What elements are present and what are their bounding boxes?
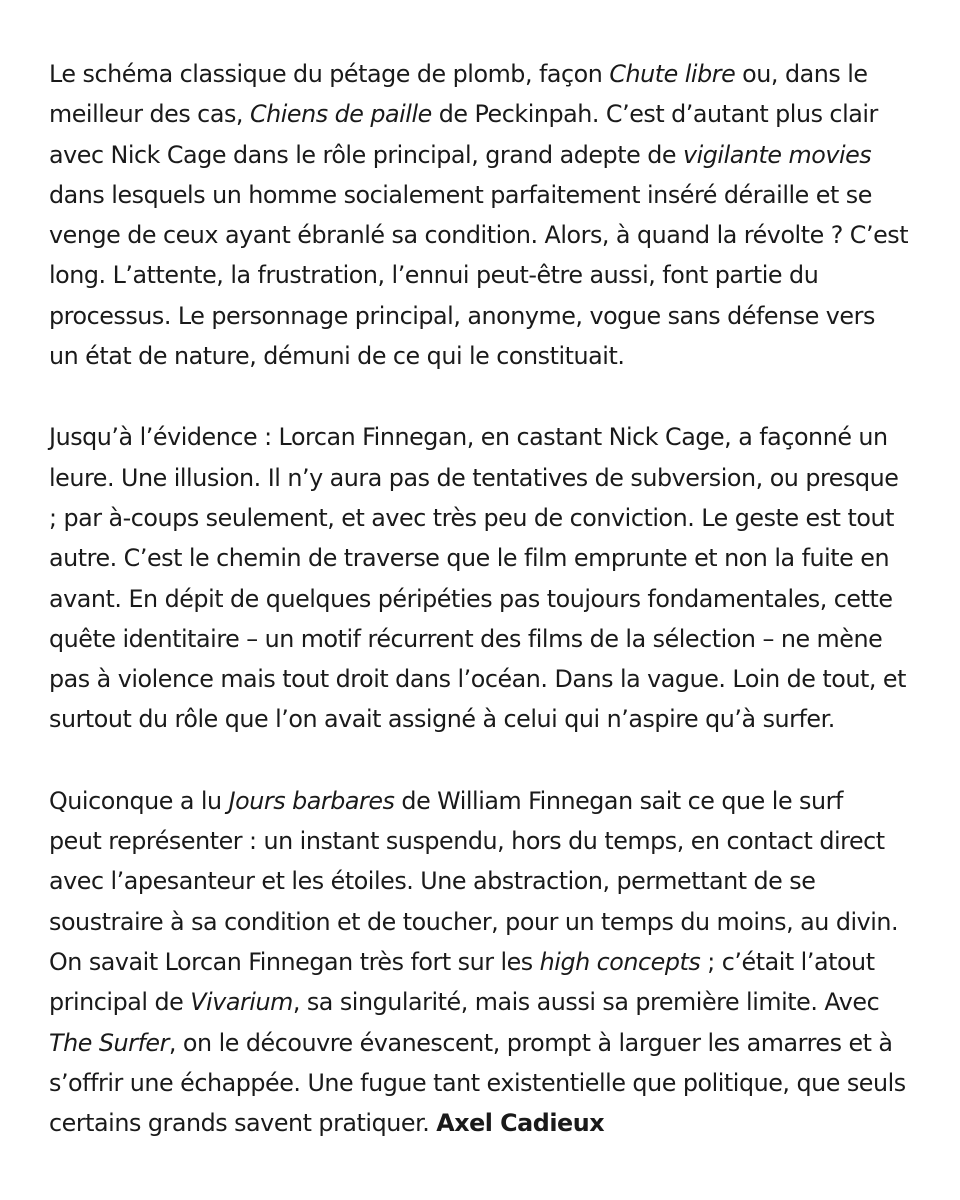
italic-title-text: Chute libre <box>609 60 736 88</box>
text-line <box>49 1103 921 1143</box>
text-run: autre. C’est le chemin de traverse que le film emprunte et non la fuite en <box>49 544 890 573</box>
text-line <box>49 982 921 1022</box>
text-run: de Peckinpah. C’est d’autant plus clair <box>431 100 878 129</box>
text-line <box>49 135 921 175</box>
text-run: Quiconque a lu <box>49 786 229 815</box>
text-run: long. L’attente, la frustration, l’ennui peut-être aussi, font partie du <box>49 261 819 290</box>
text-run: de William Finnegan sait ce que le surf <box>394 786 843 815</box>
text-line <box>49 821 921 861</box>
text-run: pas à violence mais tout droit dans l’océan. Dans la vague. Loin de tout, et <box>49 665 906 694</box>
text-run: avec Nick Cage dans le rôle principal, grand adepte de <box>49 140 683 169</box>
text-line <box>49 498 921 538</box>
text-run: certains grands savent pratiquer. <box>49 1109 437 1138</box>
text-run: ; par à-coups seulement, et avec très peu de conviction. Le geste est tout <box>49 503 894 532</box>
text-run: peut représenter : un instant suspendu, hors du temps, en contact direct <box>49 827 885 856</box>
text-line <box>49 54 921 94</box>
italic-title-text: Chiens de paille <box>249 100 432 129</box>
text-run: meilleur des cas, <box>49 100 250 129</box>
text-run: processus. Le personnage principal, anonyme, vogue sans défense vers <box>49 301 875 330</box>
text-run: dans lesquels un homme socialement parfaitement inséré déraille et se <box>49 180 872 209</box>
text-run: soustraire à sa condition et de toucher, pour un temps du moins, au divin. <box>49 907 899 936</box>
text-run: s’offrir une échappée. Une fugue tant existentielle que politique, que seuls <box>49 1068 906 1097</box>
text-run: avec l’apesanteur et les étoiles. Une abstraction, permettant de se <box>49 867 816 896</box>
italic-title-text: Vivarium <box>190 988 293 1017</box>
text-line <box>49 215 921 255</box>
text-run: quête identitaire – un motif récurrent des films de la sélection – ne mène <box>49 624 883 653</box>
italic-title-text: Jours barbares <box>228 786 395 815</box>
text-line <box>49 255 921 295</box>
text-run: surtout du rôle que l’on avait assigné à celui qui n’aspire qu’à surfer. <box>49 705 835 734</box>
text-run: ; c’était l’atout <box>700 947 875 976</box>
author-signature: Axel Cadieux <box>436 1109 605 1138</box>
text-line <box>49 175 921 215</box>
text-run: Jusqu’à l’évidence : Lorcan Finnegan, en castant Nick Cage, a façonné un <box>49 423 888 452</box>
text-line <box>49 538 921 578</box>
text-line <box>49 417 921 457</box>
text-line <box>49 1023 921 1063</box>
paragraph-3 <box>49 781 921 1144</box>
italic-title-text: high concepts <box>539 947 701 976</box>
text-run: , on le découvre évanescent, prompt à larguer les amarres et à <box>168 1028 893 1057</box>
text-line <box>49 1063 921 1103</box>
paragraph-2 <box>49 417 921 739</box>
text-run: Le schéma classique du pétage de plomb, façon <box>49 60 610 88</box>
text-line <box>49 781 921 821</box>
text-line <box>49 579 921 619</box>
italic-title-text: The Surfer <box>49 1028 169 1057</box>
text-line <box>49 861 921 901</box>
text-line <box>49 336 921 376</box>
text-line <box>49 458 921 498</box>
text-line <box>49 659 921 699</box>
text-line <box>49 619 921 659</box>
text-run: principal de <box>49 988 191 1017</box>
text-line <box>49 942 921 982</box>
text-run: ou, dans le <box>735 60 868 88</box>
text-line <box>49 699 921 739</box>
text-run: leure. Une illusion. Il n’y aura pas de tentatives de subversion, ou presque <box>49 463 899 492</box>
text-run: un état de nature, démuni de ce qui le constituait. <box>49 342 625 371</box>
text-line <box>49 296 921 336</box>
text-line <box>49 94 921 134</box>
text-run: venge de ceux ayant ébranlé sa condition. Alors, à quand la révolte ? C’est <box>49 221 909 250</box>
article-body <box>49 54 921 1143</box>
italic-title-text: vigilante movies <box>682 140 872 169</box>
text-run: avant. En dépit de quelques péripéties pas toujours fondamentales, cette <box>49 584 893 613</box>
text-run: On savait Lorcan Finnegan très fort sur les <box>49 947 540 976</box>
text-line <box>49 902 921 942</box>
paragraph-1 <box>49 54 921 376</box>
text-run: , sa singularité, mais aussi sa première limite. Avec <box>292 988 880 1017</box>
